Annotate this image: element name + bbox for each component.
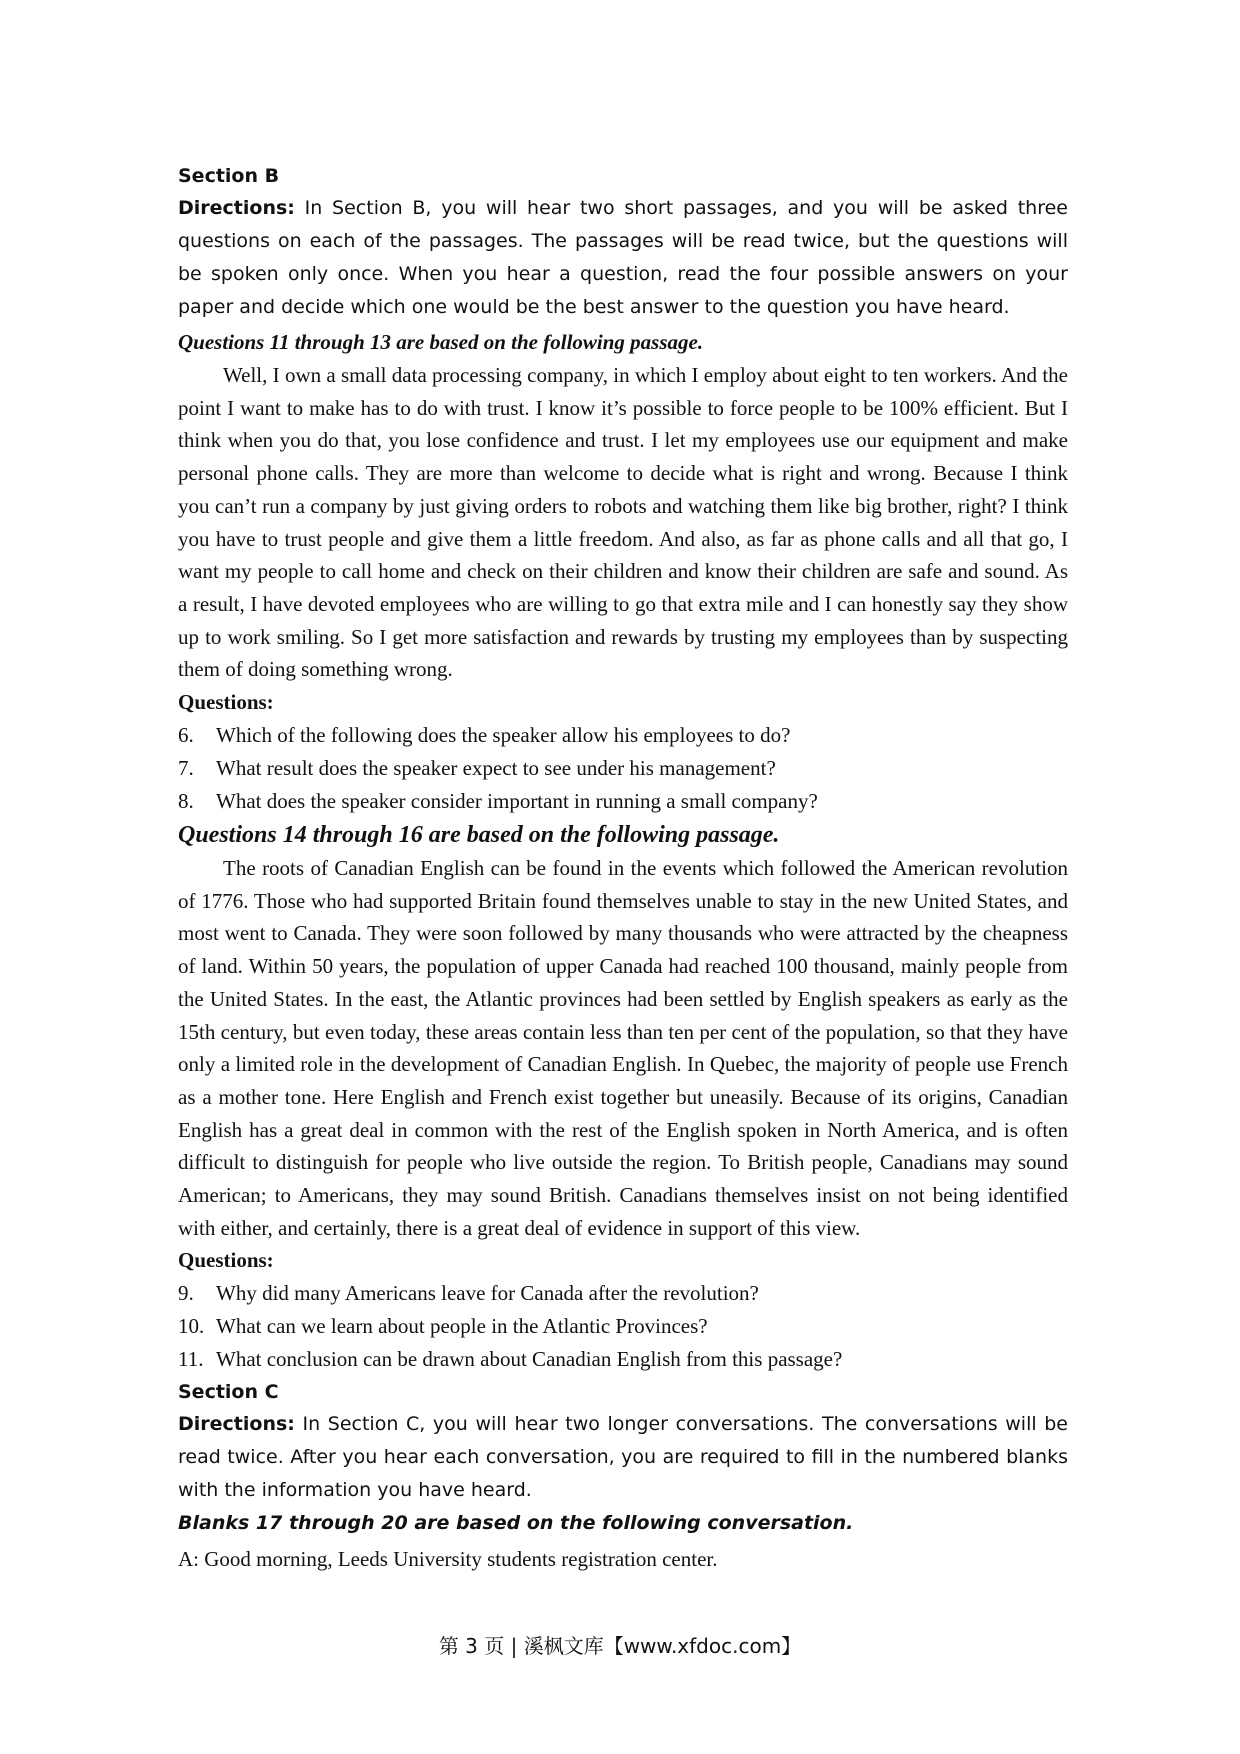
directions-label: Directions: bbox=[178, 1413, 295, 1436]
section-c-heading: Section C bbox=[178, 1381, 279, 1404]
question-text: What does the speaker consider important in running a small company? bbox=[216, 789, 818, 814]
page-footer: 第 3 页 | 溪枫文库【www.xfdoc.com】 bbox=[438, 1634, 802, 1658]
question-number: 11. bbox=[178, 1347, 204, 1372]
question-item bbox=[178, 752, 1068, 785]
question-item bbox=[178, 719, 1068, 752]
passage-1-heading: Questions 11 through 13 are based on the following passage. bbox=[178, 330, 704, 354]
section-b-directions bbox=[178, 192, 1068, 324]
document-page bbox=[178, 160, 1068, 1576]
dialog-line: A: Good morning, Leeds University students registration center. bbox=[178, 1547, 718, 1572]
section-b-heading: Section B bbox=[178, 165, 280, 187]
question-number: 7. bbox=[178, 756, 194, 781]
directions-label: Directions: bbox=[178, 197, 295, 219]
passage-1-question-list bbox=[178, 719, 1068, 818]
question-number: 9. bbox=[178, 1281, 194, 1306]
blanks-heading: Blanks 17 through 20 are based on the following conversation. bbox=[178, 1512, 854, 1535]
question-number: 10. bbox=[178, 1314, 205, 1339]
passage-2-question-list bbox=[178, 1277, 1068, 1376]
passage-1-questions-label: Questions: bbox=[178, 690, 274, 715]
question-item bbox=[178, 1277, 1068, 1310]
question-item bbox=[178, 1310, 1068, 1343]
passage-2-heading: Questions 14 through 16 are based on the following passage. bbox=[178, 822, 780, 849]
question-text: Which of the following does the speaker allow his employees to do? bbox=[216, 723, 791, 748]
section-c-directions bbox=[178, 1408, 1068, 1507]
question-item bbox=[178, 1343, 1068, 1376]
question-number: 6. bbox=[178, 723, 194, 748]
directions-text: In Section B, you will hear two short passages, and you will be asked three questions on each of the passages. The passages will be read twice, but the questions will be spoken only once. When you hear a question, read the four possible answers on your paper and decide which one would be the best answer to the question you have heard. bbox=[178, 197, 1068, 318]
question-text: What conclusion can be drawn about Canadian English from this passage? bbox=[216, 1347, 843, 1372]
passage-2-text: The roots of Canadian English can be found in the events which followed the American revolution of 1776. Those who had supported Britain found themselves unable to stay in the new United States, and most went to Canada. They were soon followed by many thousands who were attracted by the cheapness of land. Within 50 years, the population of upper Canada had reached 100 thousand, mainly people from the United States. In the east, the Atlantic provinces had been settled by English speakers as early as the 15th century, but even today, these areas contain less than ten per cent of the population, so that they have only a limited role in the development of Canadian English. In Quebec, the majority of people use French as a mother tone. Here English and French exist together but uneasily. Because of its origins, Canadian English has a great deal in common with the rest of the English spoken in North America, and is often difficult to distinguish for people who live outside the region. To British people, Canadians may sound American; to Americans, they may sound British. Canadians themselves insist on not being identified with either, and certainly, there is a great deal of evidence in support of this view. bbox=[178, 856, 1068, 1240]
question-number: 8. bbox=[178, 789, 194, 814]
passage-1-text: Well, I own a small data processing company, in which I employ about eight to ten workers. And the point I want to make has to do with trust. I know it’s possible to force people to be 100% efficient. But I think when you do that, you lose confidence and trust. I let my employees use our equipment and make personal phone calls. They are more than welcome to decide what is right and wrong. Because I think you can’t run a company by just giving orders to robots and watching them like big brother, right? I think you have to trust people and give them a little freedom. And also, as far as phone calls and all that go, I want my people to call home and check on their children and know their children are safe and sound. As a result, I have devoted employees who are willing to go that extra mile and I can honestly say they show up to work smiling. So I get more satisfaction and rewards by trusting my employees than by suspecting them of doing something wrong. bbox=[178, 363, 1068, 682]
directions-text: In Section C, you will hear two longer conversations. The conversations will be read twice. After you hear each conversation, you are required to fill in the numbered blanks with the information you have heard. bbox=[178, 1413, 1068, 1502]
question-text: What can we learn about people in the Atlantic Provinces? bbox=[216, 1314, 708, 1339]
question-text: What result does the speaker expect to see under his management? bbox=[216, 756, 776, 781]
question-item bbox=[178, 785, 1068, 818]
passage-2-questions-label: Questions: bbox=[178, 1248, 274, 1273]
question-text: Why did many Americans leave for Canada after the revolution? bbox=[216, 1281, 759, 1306]
